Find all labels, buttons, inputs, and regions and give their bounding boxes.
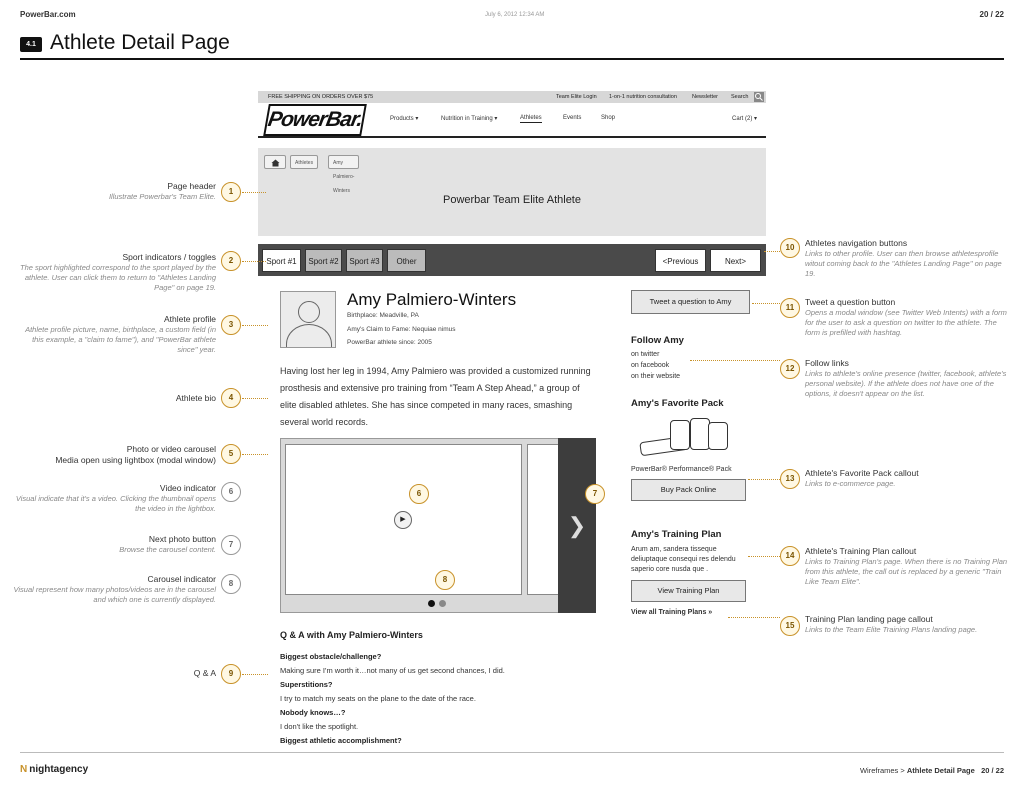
annotation-connector: [748, 556, 780, 557]
doc-site-name: PowerBar.com: [20, 10, 76, 19]
annotation-carousel: Photo or video carousel Media open using lightbox (modal window): [55, 444, 216, 465]
footer-breadcrumb: Wireframes > Athlete Detail Page 20 / 22: [859, 766, 1004, 775]
nightagency-mark-icon: N: [20, 764, 28, 775]
annotation-athlete-nav: Athletes navigation buttons Links to other profile. User can then browse athletesprofile witout coming back to the "Athletes Landing Page" on page 19.: [805, 238, 1002, 278]
breadcrumb-athlete-name: Amy Palmiero-Winters: [328, 155, 359, 169]
qa-question: Nobody knows…?: [280, 708, 346, 717]
qa-question: Biggest obstacle/challenge?: [280, 652, 382, 661]
athlete-bio: Having lost her leg in 1994, Amy Palmiero was provided a customized running prosthesis and extensive pro training from “Team A Step Ahead,” a group of elite disabled athletes. She has since competed in many races, smashing several world records.: [280, 366, 591, 427]
pack-name: PowerBar® Performance® Pack: [631, 466, 732, 473]
annotation-connector: [242, 674, 268, 675]
pack-image: [636, 414, 736, 460]
sport-toggle-other[interactable]: Other: [387, 249, 426, 272]
nav-events[interactable]: Events: [563, 115, 582, 121]
home-icon[interactable]: [264, 155, 286, 169]
carousel-dot-active[interactable]: [428, 600, 435, 607]
topbar-link-consultation[interactable]: 1-on-1 nutrition consultation: [609, 94, 677, 100]
annotation-connector: [728, 617, 780, 618]
sport-toggle-1[interactable]: Sport #1: [262, 249, 301, 272]
annotation-favorite-pack: Athlete's Favorite Pack callout Links to e-commerce page.: [805, 468, 919, 488]
follow-twitter-link[interactable]: on twitter: [631, 351, 660, 358]
annotation-connector: [242, 325, 268, 326]
hero-title: Powerbar Team Elite Athlete: [443, 194, 581, 206]
annotation-carousel-indicator: Carousel indicator Visual represent how many photos/videos are in the carousel and which one is currently displayed.: [13, 574, 216, 604]
annotation-marker: 6: [409, 484, 429, 504]
annotation-marker: 11: [780, 298, 800, 318]
annotation-marker: 14: [780, 546, 800, 566]
nav-cart[interactable]: Cart (2) ▾: [732, 116, 758, 122]
annotation-training-landing: Training Plan landing page callout Links to the Team Elite Training Plans landing page.: [805, 614, 978, 634]
annotation-sport-toggles: Sport indicators / toggles The sport highlighted correspond to the sport played by the athlete. User can click them to return to "Athletes Landing Page" on page 19.: [20, 252, 216, 292]
carousel-dot[interactable]: [439, 600, 446, 607]
view-training-plan-button[interactable]: View Training Plan: [631, 580, 746, 602]
annotation-connector: [690, 360, 780, 361]
powerbar-logo[interactable]: PowerBar.: [263, 104, 367, 136]
annotation-connector: [752, 303, 780, 304]
annotation-connector: [242, 192, 266, 193]
annotation-connector: [242, 261, 266, 262]
nav-products[interactable]: Products ▾: [390, 116, 419, 122]
annotation-page-header: Page header Illustrate Powerbar's Team Elite.: [108, 181, 216, 201]
doc-date: July 6, 2012 12:34 AM: [485, 12, 545, 18]
annotation-marker: 10: [780, 238, 800, 258]
annotation-marker: 8: [435, 570, 455, 590]
promo-text: FREE SHIPPING ON ORDERS OVER $75: [268, 94, 374, 100]
qa-answer: I don't like the spotlight.: [280, 722, 359, 731]
all-training-plans-link[interactable]: View all Training Plans »: [631, 609, 713, 616]
athlete-name: Amy Palmiero-Winters: [347, 290, 517, 309]
follow-title: Follow Amy: [631, 335, 684, 346]
nav-shop[interactable]: Shop: [601, 115, 616, 121]
breadcrumb-athletes[interactable]: Athletes: [290, 155, 318, 169]
carousel-next-button[interactable]: ❯: [558, 438, 596, 613]
page-title: Athlete Detail Page: [50, 31, 230, 54]
annotation-marker: 5: [221, 444, 241, 464]
annotation-marker: 2: [221, 251, 241, 271]
previous-athlete-button[interactable]: <Previous: [655, 249, 706, 272]
annotation-marker: 4: [221, 388, 241, 408]
annotation-marker: 8: [221, 574, 241, 594]
annotation-next-photo: Next photo button Browse the carousel content.: [119, 534, 216, 554]
qa-answer: I try to match my seats on the plane to the date of the race.: [280, 694, 476, 703]
training-plan-text: Arum am, sandera tisseque deliuptaque consequi res delendu saperio core nusda que .: [631, 546, 736, 573]
play-icon[interactable]: ▶: [394, 511, 412, 529]
buy-pack-button[interactable]: Buy Pack Online: [631, 479, 746, 501]
annotation-connector: [764, 251, 780, 252]
doc-page-number: 20 / 22: [979, 10, 1004, 19]
annotation-marker: 3: [221, 315, 241, 335]
annotation-athlete-bio: Athlete bio: [175, 393, 216, 403]
annotation-marker: 15: [780, 616, 800, 636]
section-badge: 4.1: [20, 37, 42, 52]
annotation-marker: 6: [221, 482, 241, 502]
header-rule: [20, 58, 1004, 60]
annotation-athlete-profile: Athlete profile Athlete profile picture, name, birthplace, a custom field (in this example, a "claim to fame"), and "PowerBar athlete since" year.: [25, 314, 216, 354]
sport-toggle-3[interactable]: Sport #3: [346, 249, 383, 272]
sport-toggle-2[interactable]: Sport #2: [305, 249, 342, 272]
nightagency-logo: N nightagency: [20, 764, 89, 775]
annotation-marker: 1: [221, 182, 241, 202]
annotation-follow-links: Follow links Links to athlete's online presence (twitter, facebook, athlete's personal website). If the athlete does not have one of the options, it doesn't appear on the list.: [805, 358, 1007, 398]
pack-title: Amy's Favorite Pack: [631, 398, 724, 409]
annotation-tweet-button: Tweet a question button Opens a modal window (see Twitter Web Intents) with a form for the user to ask a question on twitter to the athlete. The form is prefilled with hashtag.: [805, 297, 1007, 337]
qa-answer: Making sure I'm worth it…not many of us get second chances, I did.: [280, 666, 505, 675]
tweet-question-button[interactable]: Tweet a question to Amy: [631, 290, 750, 314]
annotation-marker: 7: [585, 484, 605, 504]
nav-nutrition[interactable]: Nutrition in Training ▾: [441, 116, 498, 122]
topbar-link-search[interactable]: Search: [731, 94, 749, 100]
qa-title: Q & A with Amy Palmiero-Winters: [280, 630, 423, 640]
follow-website-link[interactable]: on their website: [631, 373, 681, 380]
annotation-training-plan: Athlete's Training Plan callout Links to Training Plan's page. When there is no Training Plan from this athlete, the call out is replaced by a generic "Train Like Team Elite".: [805, 546, 1008, 586]
follow-facebook-link[interactable]: on facebook: [631, 362, 670, 369]
footer-rule: [20, 752, 1004, 753]
annotation-video-indicator: Video indicator Visual indicate that it's a video. Clicking the thumbnail opens the video in the lightbox.: [15, 483, 216, 513]
search-icon[interactable]: [754, 92, 764, 102]
annotation-connector: [242, 454, 268, 455]
topbar-link-newsletter[interactable]: Newsletter: [692, 94, 718, 100]
training-plan-title: Amy's Training Plan: [631, 529, 722, 540]
athlete-avatar: [280, 291, 336, 348]
nav-athletes[interactable]: Athletes: [520, 115, 542, 121]
athlete-birthplace: Birthplace: Meadville, PA: [347, 312, 419, 319]
annotation-marker: 9: [221, 664, 241, 684]
site-topbar: [258, 91, 766, 103]
annotation-marker: 7: [221, 535, 241, 555]
athlete-claim: Amy's Claim to Fame: Nequiae nimus: [347, 326, 456, 333]
annotation-connector: [242, 398, 268, 399]
annotation-marker: 13: [780, 469, 800, 489]
carousel-slide-next[interactable]: [527, 444, 559, 595]
qa-question: Superstitions?: [280, 680, 333, 689]
qa-question: Biggest athletic accomplishment?: [280, 736, 402, 745]
annotation-marker: 12: [780, 359, 800, 379]
athlete-since: PowerBar athlete since: 2005: [347, 339, 432, 346]
annotation-connector: [748, 479, 780, 480]
topbar-link-login[interactable]: Team Elite Login: [556, 94, 597, 100]
annotation-qa: Q & A: [193, 668, 216, 678]
next-athlete-button[interactable]: Next>: [710, 249, 761, 272]
